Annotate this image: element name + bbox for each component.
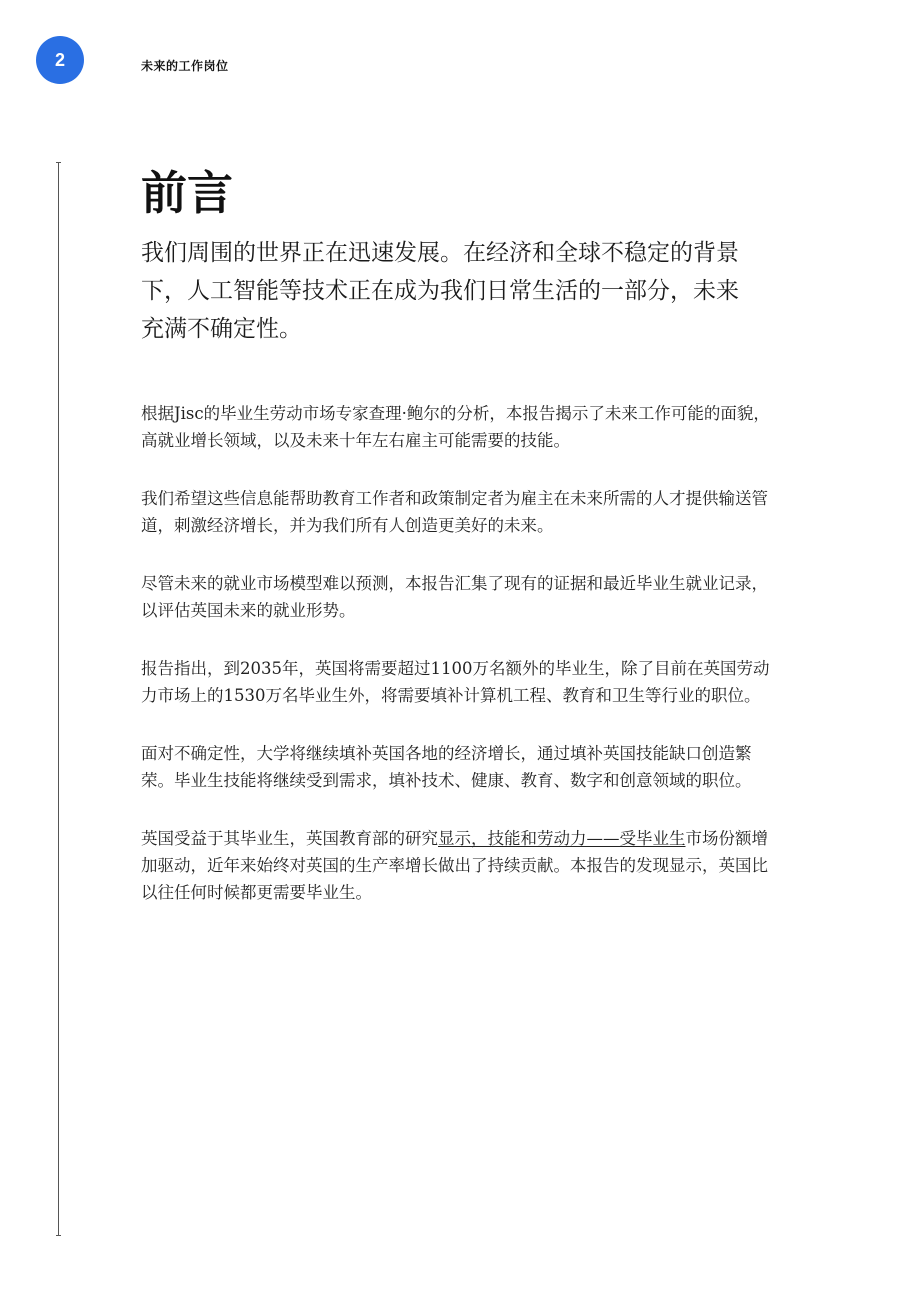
page-title: 前言 [141, 166, 233, 220]
page-number: 2 [54, 49, 65, 70]
main-content [141, 162, 773, 937]
paragraph-4: 报告指出，到2035年，英国将需要超过1100万名额外的毕业生，除了目前在英国劳动力市场上的1530万名毕业生外，将需要填补计算机工程、教育和卫生等行业的职位。 [141, 659, 770, 705]
paragraph-6 [141, 825, 773, 906]
paragraph-1: 根据Jisc的毕业生劳动市场专家查理·鲍尔的分析，本报告揭示了未来工作可能的面貌，高就业增长领域，以及未来十年左右雇主可能需要的技能。 [141, 404, 770, 450]
lead-paragraph: 我们周围的世界正在迅速发展。在经济和全球不稳定的背景下，人工智能等技术正在成为我们日常生活的一部分，未来充满不确定性。 [141, 240, 739, 342]
paragraph-6-text-before: 英国受益于其毕业生，英国教育部的研究 [141, 829, 438, 848]
margin-rule [58, 162, 59, 1236]
paragraph-6-text-after: 市场份额增加驱动，近年来始终对英国的生产率增长做出了持续贡献。本报告的发现显示，英国比以往任何时候都更需要毕业生。 [141, 829, 768, 902]
paragraph-3: 尽管未来的就业市场模型难以预测，本报告汇集了现有的证据和最近毕业生就业记录，以评估英国未来的就业形势。 [141, 574, 768, 620]
running-header-title: 未来的工作岗位 [141, 59, 229, 73]
page-number-badge [36, 36, 84, 84]
research-link[interactable]: 显示，技能和劳动力——受毕业生 [438, 829, 686, 848]
paragraph-5: 面对不确定性，大学将继续填补英国各地的经济增长，通过填补英国技能缺口创造繁荣。毕业生技能将继续受到需求，填补技术、健康、教育、数字和创意领域的职位。 [141, 744, 752, 790]
paragraph-2: 我们希望这些信息能帮助教育工作者和政策制定者为雇主在未来所需的人才提供输送管道，刺激经济增长，并为我们所有人创造更美好的未来。 [141, 489, 768, 535]
body-text [141, 400, 773, 906]
